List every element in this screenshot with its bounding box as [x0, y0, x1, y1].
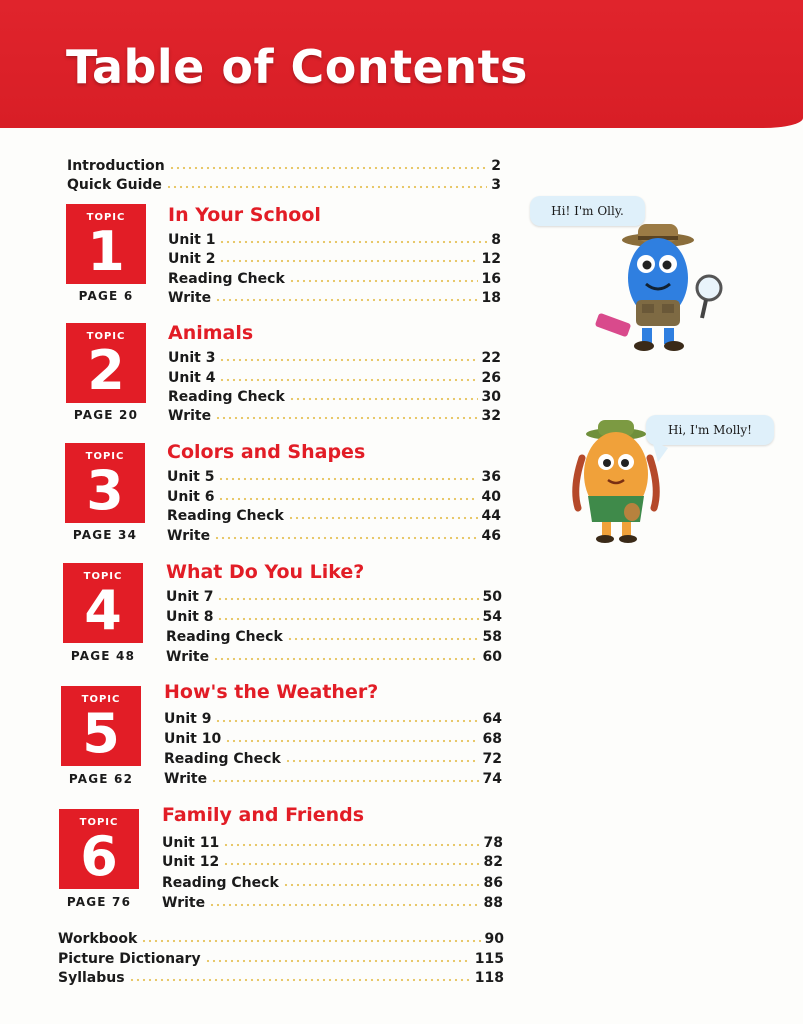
topic-word: TOPIC: [86, 331, 126, 342]
entry-page: 46: [481, 528, 501, 544]
entry-label: Unit 3: [168, 350, 216, 366]
entry-label: Write: [167, 528, 211, 544]
entry-page: 30: [481, 389, 501, 405]
entry-label: Introduction: [67, 158, 165, 174]
topic-number: 1: [87, 220, 125, 283]
dot-leader: [215, 298, 477, 302]
dot-leader: [223, 843, 479, 847]
toc-entry[interactable]: [164, 769, 502, 788]
entry-label: Reading Check: [168, 389, 285, 405]
topic-number-badge[interactable]: [66, 204, 146, 284]
olly-map-item: [595, 313, 632, 338]
entry-label: Reading Check: [166, 629, 283, 645]
header-banner: [0, 0, 803, 128]
toc-entry[interactable]: [164, 729, 502, 748]
topic-number: 4: [84, 579, 122, 642]
topic-start-page: PAGE 20: [73, 408, 139, 422]
olly-left-boot: [634, 341, 654, 351]
toc-entry[interactable]: [167, 526, 501, 545]
toc-entry[interactable]: [162, 833, 503, 852]
entry-page: 58: [482, 629, 502, 645]
entry-page: 50: [482, 589, 502, 605]
entry-label: Unit 12: [162, 854, 220, 870]
entry-page: 40: [481, 489, 501, 505]
entry-label: Write: [164, 771, 208, 787]
olly-right-pupil: [663, 261, 672, 270]
topic-start-page: PAGE 62: [68, 772, 134, 786]
entry-page: 64: [482, 711, 502, 727]
entry-label: Unit 11: [162, 835, 220, 851]
toc-entry[interactable]: [58, 968, 504, 987]
dot-leader: [166, 185, 487, 189]
magnifying-glass-handle: [702, 300, 706, 318]
entry-page: 68: [482, 731, 502, 747]
topic-number-badge[interactable]: [65, 443, 145, 523]
entry-page: 78: [483, 835, 503, 851]
molly-right-pupil: [621, 459, 629, 467]
entry-label: Unit 7: [166, 589, 214, 605]
dot-leader: [283, 883, 480, 887]
topic-word: TOPIC: [86, 212, 126, 223]
dot-leader: [129, 978, 471, 982]
dot-leader: [209, 903, 479, 907]
entry-page: 44: [481, 508, 501, 524]
toc-entry[interactable]: [58, 949, 504, 968]
toc-entry[interactable]: [168, 288, 501, 307]
topic-number-badge[interactable]: [61, 686, 141, 766]
entry-page: 88: [483, 895, 503, 911]
entry-page: 16: [481, 271, 501, 287]
toc-entry[interactable]: [58, 929, 504, 948]
entry-label: Write: [168, 408, 212, 424]
entry-page: 90: [484, 931, 504, 947]
entry-page: 74: [482, 771, 502, 787]
toc-entry[interactable]: [168, 348, 501, 367]
topic-word: TOPIC: [85, 451, 125, 462]
toc-entry[interactable]: [166, 607, 502, 626]
entry-label: Reading Check: [167, 508, 284, 524]
molly-right-leg: [622, 522, 631, 536]
entry-page: 8: [491, 232, 501, 248]
entry-page: 18: [481, 290, 501, 306]
entry-page: 2: [491, 158, 501, 174]
dot-leader: [211, 779, 478, 783]
molly-left-pupil: [603, 459, 611, 467]
olly-vest-pocket-left: [642, 304, 654, 313]
dot-leader: [215, 416, 477, 420]
olly-vest-pocket-right: [662, 304, 674, 313]
entry-label: Write: [166, 649, 210, 665]
topic-number: 2: [87, 339, 125, 402]
toc-entry[interactable]: [164, 749, 502, 768]
entry-page: 115: [474, 951, 504, 967]
dot-leader: [213, 657, 478, 661]
toc-entry[interactable]: [67, 175, 501, 194]
olly-right-boot: [664, 341, 684, 351]
topic-title[interactable]: How's the Weather?: [164, 681, 379, 703]
dot-leader: [289, 279, 478, 283]
topic-start-page: PAGE 48: [70, 649, 136, 663]
entry-page: 3: [491, 177, 501, 193]
magnifying-glass-icon: [697, 276, 721, 300]
topic-number: 3: [86, 459, 124, 522]
toc-entry[interactable]: [67, 156, 501, 175]
molly-left-boot: [596, 535, 614, 543]
entry-label: Write: [162, 895, 206, 911]
entry-label: Syllabus: [58, 970, 125, 986]
topic-title[interactable]: Colors and Shapes: [167, 441, 366, 463]
entry-label: Unit 5: [167, 469, 215, 485]
topic-word: TOPIC: [83, 571, 123, 582]
entry-label: Workbook: [58, 931, 138, 947]
dot-leader: [287, 637, 479, 641]
toc-entry[interactable]: [166, 627, 502, 646]
entry-label: Unit 2: [168, 251, 216, 267]
toc-entry[interactable]: [167, 506, 501, 525]
entry-label: Unit 4: [168, 370, 216, 386]
dot-leader: [218, 497, 477, 501]
dot-leader: [215, 719, 478, 723]
entry-page: 72: [482, 751, 502, 767]
toc-entry[interactable]: [166, 647, 502, 666]
toc-entry[interactable]: [166, 587, 502, 606]
dot-leader: [217, 617, 478, 621]
toc-entry[interactable]: [168, 269, 501, 288]
topic-number: 6: [80, 825, 118, 888]
toc-entry[interactable]: [167, 487, 501, 506]
dot-leader: [219, 378, 477, 382]
dot-leader: [289, 397, 478, 401]
dot-leader: [219, 259, 477, 263]
molly-left-braid: [576, 458, 582, 508]
entry-label: Picture Dictionary: [58, 951, 201, 967]
entry-page: 36: [481, 469, 501, 485]
olly-speech-text: Hi! I'm Olly.: [551, 204, 624, 218]
dot-leader: [205, 959, 471, 963]
dot-leader: [217, 597, 478, 601]
toc-entry[interactable]: [167, 467, 501, 486]
topic-number: 5: [82, 702, 120, 765]
dot-leader: [285, 759, 479, 763]
olly-character: [586, 218, 736, 358]
entry-label: Unit 9: [164, 711, 212, 727]
entry-label: Reading Check: [162, 875, 279, 891]
olly-left-pupil: [643, 261, 652, 270]
dot-leader: [169, 166, 487, 170]
toc-entry[interactable]: [168, 249, 501, 268]
entry-label: Quick Guide: [67, 177, 162, 193]
toc-entry[interactable]: [162, 893, 503, 912]
topic-title[interactable]: Family and Friends: [162, 804, 365, 826]
molly-right-braid: [650, 458, 656, 508]
toc-entry[interactable]: [168, 230, 501, 249]
entry-page: 118: [474, 970, 504, 986]
bubble-tail: [652, 440, 668, 462]
toc-entry[interactable]: [168, 368, 501, 387]
topic-number-badge[interactable]: [66, 323, 146, 403]
dot-leader: [214, 536, 477, 540]
dot-leader: [218, 477, 477, 481]
molly-bag: [624, 503, 640, 521]
topic-number-badge[interactable]: [63, 563, 143, 643]
topic-word: TOPIC: [81, 694, 121, 705]
entry-page: 60: [482, 649, 502, 665]
dot-leader: [141, 939, 480, 943]
topic-title[interactable]: What Do You Like?: [166, 561, 365, 583]
topic-start-page: PAGE 76: [66, 895, 132, 909]
entry-page: 32: [481, 408, 501, 424]
dot-leader: [225, 739, 478, 743]
entry-label: Unit 1: [168, 232, 216, 248]
entry-label: Write: [168, 290, 212, 306]
molly-left-leg: [602, 522, 611, 536]
dot-leader: [219, 358, 477, 362]
toc-entry[interactable]: [164, 709, 502, 728]
entry-page: 86: [483, 875, 503, 891]
topic-number-badge[interactable]: [59, 809, 139, 889]
molly-speech-text: Hi, I'm Molly!: [668, 423, 752, 437]
entry-page: 22: [481, 350, 501, 366]
molly-character: [560, 418, 680, 548]
dot-leader: [288, 516, 478, 520]
entry-label: Unit 8: [166, 609, 214, 625]
entry-label: Unit 10: [164, 731, 222, 747]
topic-start-page: PAGE 6: [78, 289, 134, 303]
entry-label: Unit 6: [167, 489, 215, 505]
entry-page: 82: [483, 854, 503, 870]
entry-label: Reading Check: [164, 751, 281, 767]
topic-word: TOPIC: [79, 817, 119, 828]
toc-entry[interactable]: [168, 406, 501, 425]
dot-leader: [219, 240, 487, 244]
toc-entry[interactable]: [168, 387, 501, 406]
entry-label: Reading Check: [168, 271, 285, 287]
toc-entry[interactable]: [162, 852, 503, 871]
dot-leader: [223, 862, 479, 866]
topic-start-page: PAGE 34: [72, 528, 138, 542]
page-title: Table of Contents: [66, 40, 528, 94]
topic-title[interactable]: In Your School: [168, 204, 321, 226]
molly-right-boot: [619, 535, 637, 543]
entry-page: 26: [481, 370, 501, 386]
entry-page: 54: [482, 609, 502, 625]
entry-page: 12: [481, 251, 501, 267]
toc-entry[interactable]: [162, 873, 503, 892]
topic-title[interactable]: Animals: [168, 322, 254, 344]
